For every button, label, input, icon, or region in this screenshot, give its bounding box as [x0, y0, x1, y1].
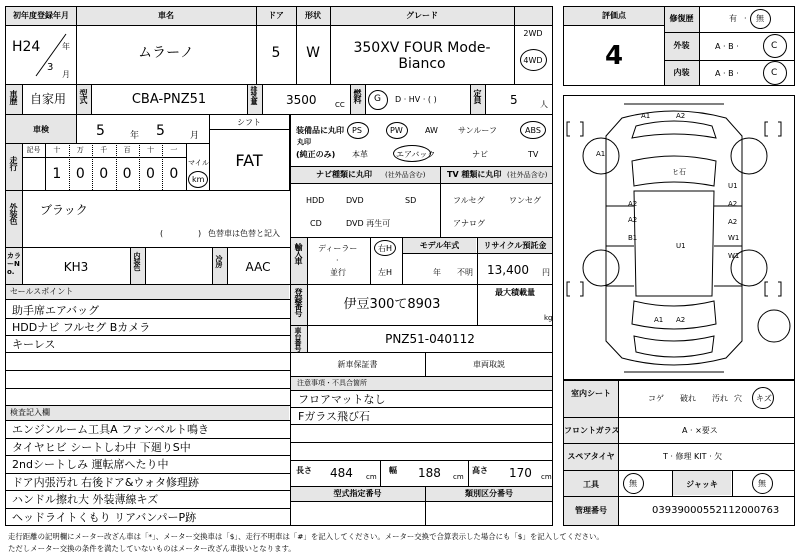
- repair-label: 修復歴: [669, 14, 694, 23]
- import-right-h: 右H: [378, 244, 393, 253]
- type-cert-label: 型式指定番号: [333, 489, 382, 498]
- seat-option-0: コゲ: [648, 394, 664, 403]
- diagram-mark-3: A1: [596, 150, 606, 158]
- registration-label: 登録番号: [294, 288, 303, 316]
- jack-label: ジャッキ: [686, 480, 718, 489]
- capacity-label: 定員: [473, 89, 482, 103]
- diagram-mark-4: ヒ石: [672, 168, 686, 176]
- model-value: CBA-PNZ51: [131, 92, 207, 107]
- color-label: カラーNo.: [7, 252, 21, 276]
- inspector-line-5: ハンドル擦れ大 外装薄線キズ: [12, 493, 159, 507]
- interior-color-label: 内装色: [133, 252, 141, 270]
- equipment-maru: 丸印: [297, 138, 311, 146]
- import-left-h: 左H: [378, 268, 393, 277]
- diagram-mark-11: U1: [676, 242, 686, 250]
- mileage-header-6: 一: [170, 146, 178, 154]
- equip-abs: ABS: [525, 126, 541, 135]
- mileage-digit-4: 0: [146, 166, 155, 182]
- length-unit: cm: [366, 473, 377, 481]
- grade-label: グレード: [406, 11, 438, 20]
- interior-score-options: A · B ·: [715, 69, 739, 78]
- exterior-label: 外装色: [9, 203, 18, 224]
- fuel-g: G: [374, 94, 381, 104]
- mileage-digit-2: 0: [99, 166, 109, 182]
- interior-score-label: 内装: [673, 68, 690, 77]
- inspection-year-unit: 年: [130, 131, 140, 141]
- displacement-unit: CC: [335, 101, 345, 109]
- navi-sd: SD: [405, 196, 417, 205]
- inspector-line-2: タイヤヒビ シートしわ中 下廻りS中: [12, 440, 191, 454]
- seat-option-2: 汚れ: [712, 394, 728, 403]
- inspector-line-3: 2ndシートしみ 運転席へたり中: [12, 458, 169, 472]
- selling-line-1: 助手席エアバッグ: [12, 304, 100, 317]
- capacity-value: 5: [510, 93, 518, 107]
- mileage-label: 走行: [9, 156, 18, 170]
- navi-dvd-play: DVD 再生可: [346, 219, 391, 228]
- car-diagram: [564, 96, 794, 379]
- usage-label: 車歴: [9, 90, 18, 104]
- model-label: 型式: [79, 89, 88, 103]
- usage-value: 自家用: [30, 92, 67, 106]
- year-month-value: 3: [47, 62, 54, 73]
- import-dealer: ディーラー: [318, 244, 358, 253]
- import-label: 輸入車: [294, 243, 303, 264]
- mileage-header-4: 百: [123, 146, 131, 154]
- inspection-month: 5: [156, 123, 165, 139]
- seat-option-3: 穴: [734, 394, 742, 403]
- tv-fullseg: フルセグ: [453, 196, 485, 205]
- mileage-header-3: 千: [100, 146, 108, 154]
- management-value: 03939000552112000763: [652, 505, 780, 516]
- door-label: ドア: [268, 11, 284, 20]
- inspection-label: 車検: [33, 125, 49, 134]
- spare-value: T · 修理 KIT · 欠: [663, 452, 723, 461]
- shift-value: FAT: [235, 151, 263, 170]
- inspector-line-4: ドア内張汚れ 右後ドア&ウォタ修理跡: [12, 475, 199, 489]
- recycle-label: リサイクル預託金: [483, 241, 547, 250]
- repair-none: 無: [756, 14, 764, 23]
- import-parallel: 並行: [330, 268, 346, 277]
- inspector-line-6: ヘッドライトくもり リアバンパーP跡: [12, 511, 197, 524]
- mileage-digit-5: 0: [169, 166, 179, 182]
- height-unit: cm: [541, 473, 552, 481]
- equip-pw: PW: [390, 126, 403, 135]
- equip-sunroof: サンルーフ: [458, 126, 497, 135]
- inspection-month-unit: 月: [190, 131, 200, 141]
- inspection-year: 5: [96, 123, 105, 139]
- repair-yes: 有: [729, 14, 737, 23]
- recycle-unit: 円: [542, 268, 550, 277]
- grade-line1: 350XV FOUR Mode-: [353, 40, 491, 56]
- grade-label-score: 評価点: [602, 11, 626, 20]
- equip-aw: AW: [425, 126, 438, 135]
- color-value: KH3: [63, 260, 89, 274]
- year-month-unit: 月: [62, 70, 70, 79]
- mileage-digit-3: 0: [122, 166, 132, 182]
- diagram-mark-12: W1: [728, 234, 740, 242]
- model-year-value: 不明: [457, 268, 473, 277]
- navi-hdd: HDD: [306, 196, 325, 205]
- notes-title: 注意事項・不具合箇所: [297, 379, 367, 387]
- footer-line-1: 走行距離の記明欄にメーター改ざん車は「*」、メーター交換車は「$」、走行不明車は「#」を記入してください。メーター交換で合算表示した場合にも「$」を記入してください。: [8, 532, 604, 541]
- mileage-header-0: 記号: [26, 146, 41, 154]
- exterior-paren-open: (: [160, 229, 164, 238]
- warranty-new-car: 新車保証書: [337, 360, 378, 369]
- tv-title: TV 種類に丸印: [447, 170, 502, 179]
- mileage-header-1: 十: [53, 146, 61, 154]
- chassis-label: 車台番号: [294, 327, 302, 351]
- seat-option-1: 破れ: [680, 394, 696, 403]
- diagram-mark-1: A1: [641, 112, 651, 120]
- tv-oneseg: ワンセグ: [509, 196, 541, 205]
- navi-title: ナビ種類に丸印: [316, 170, 372, 179]
- capacity-unit: 人: [540, 100, 548, 109]
- selling-title: セールスポイント: [10, 287, 74, 296]
- navi-subtitle: (社外品含む): [385, 171, 426, 179]
- km-label: km: [192, 175, 205, 184]
- registration-value: 伊豆300て8903: [343, 297, 441, 312]
- mile-label: マイル: [188, 159, 209, 167]
- drive-2wd: 2WD: [523, 29, 543, 38]
- door-value: 5: [271, 45, 281, 61]
- height-value: 170: [509, 466, 532, 480]
- inspector-line-1: エンジンルーム工具A ファンベルト鳴き: [12, 423, 209, 436]
- max-load-unit: kg: [544, 314, 553, 322]
- inspector-title: 検査記入欄: [10, 408, 50, 417]
- width-unit: cm: [453, 473, 464, 481]
- windshield-value: A · ×要ス: [682, 426, 718, 435]
- car-name-value: ムラーノ: [138, 45, 194, 61]
- displacement-label: 排気量: [250, 86, 258, 104]
- exterior-value: ブラック: [40, 203, 88, 217]
- exterior-score-options: A · B ·: [715, 42, 739, 51]
- model-year-label: モデル年式: [419, 241, 460, 250]
- grade-value-score: 4: [604, 41, 624, 71]
- equip-navi: ナビ: [472, 150, 488, 159]
- aircon-label: 冷房: [215, 255, 223, 267]
- equip-airbag: エアバック: [396, 150, 436, 159]
- model-year-unit: 年: [433, 268, 441, 277]
- diagram-mark-14: A1: [654, 316, 664, 324]
- notes-line-2: Fガラス飛び石: [298, 410, 370, 423]
- diagram-mark-7: A2: [728, 200, 738, 208]
- length-value: 484: [330, 466, 353, 480]
- equip-tv: TV: [528, 150, 539, 159]
- navi-dvd: DVD: [346, 196, 364, 205]
- fuel-label: 燃料: [353, 89, 362, 103]
- fuel-options: D · HV · ( ): [395, 95, 437, 104]
- diagram-mark-2: A2: [676, 112, 686, 120]
- diagram-mark-9: A2: [728, 218, 738, 226]
- year-era: H24: [12, 39, 41, 55]
- mileage-digit-1: 0: [75, 166, 85, 182]
- aircon-value: AAC: [245, 260, 271, 274]
- year-label: 初年度登録年月: [13, 11, 69, 20]
- selling-line-3: キーレス: [12, 338, 56, 351]
- mileage-header-5: 十: [147, 146, 154, 154]
- diagram-mark-13: W1: [728, 252, 740, 260]
- shift-label: シフト: [237, 118, 261, 127]
- warranty-manual: 車両取説: [473, 360, 505, 369]
- displacement-value: 3500: [286, 93, 317, 107]
- exterior-score-selected: C: [771, 41, 778, 51]
- seat-selected: キズ: [756, 394, 772, 403]
- notes-line-1: フロアマットなし: [298, 393, 386, 406]
- spare-label: スペアタイヤ: [567, 452, 615, 461]
- tools-label: 工具: [583, 480, 599, 489]
- equipment-subtitle: (純正のみ): [296, 150, 336, 159]
- diagram-mark-8: A2: [628, 216, 638, 224]
- windshield-label: フロントガラス: [564, 426, 620, 435]
- tv-subtitle: (社外品含む): [507, 171, 548, 179]
- selling-line-2: HDDナビ フルセグ Bカメラ: [12, 321, 151, 334]
- grade-line2: Bianco: [398, 56, 446, 72]
- exterior-paren-close: ): [198, 229, 202, 238]
- height-label: 高さ: [472, 466, 488, 475]
- max-load-label: 最大積載量: [495, 288, 535, 297]
- equip-leather: 本革: [352, 150, 368, 159]
- mileage-digit-0: 1: [52, 166, 62, 182]
- navi-cd: CD: [310, 219, 322, 228]
- diagram-mark-10: B1: [628, 234, 638, 242]
- width-label: 幅: [389, 466, 397, 475]
- drive-4wd: 4WD: [523, 56, 543, 65]
- category-label: 類別区分番号: [465, 489, 513, 498]
- tools-value: 無: [629, 479, 637, 488]
- diagram-mark-6: A2: [628, 200, 638, 208]
- shape-value: W: [306, 45, 320, 61]
- recycle-value: 13,400: [487, 263, 529, 277]
- shape-label: 形状: [305, 11, 321, 20]
- width-value: 188: [418, 466, 441, 480]
- exterior-score-label: 外装: [673, 41, 690, 50]
- import-dot: ·: [336, 256, 339, 265]
- footer-line-2: ただしメーター交換の条件を満たしていないものはメーター改ざん車扱いとなります。: [8, 544, 296, 553]
- jack-value: 無: [758, 479, 766, 488]
- exterior-note: 色替車は色替と記入: [208, 229, 280, 238]
- car-name-label: 車名: [158, 11, 174, 20]
- management-label: 管理番号: [575, 506, 607, 515]
- year-year-unit: 年: [62, 42, 70, 51]
- equip-ps: PS: [352, 126, 362, 135]
- diagram-mark-5: U1: [728, 182, 738, 190]
- interior-score-selected: C: [771, 68, 778, 78]
- repair-dot: ·: [744, 14, 747, 23]
- diagram-mark-15: A2: [676, 316, 686, 324]
- seat-label: 室内シート: [571, 389, 611, 398]
- tv-analog: アナログ: [453, 219, 485, 228]
- length-label: 長さ: [296, 466, 312, 475]
- mileage-header-2: 万: [76, 146, 84, 154]
- equipment-title: 装備品に丸印: [296, 126, 344, 135]
- chassis-value: PNZ51-040112: [385, 332, 475, 346]
